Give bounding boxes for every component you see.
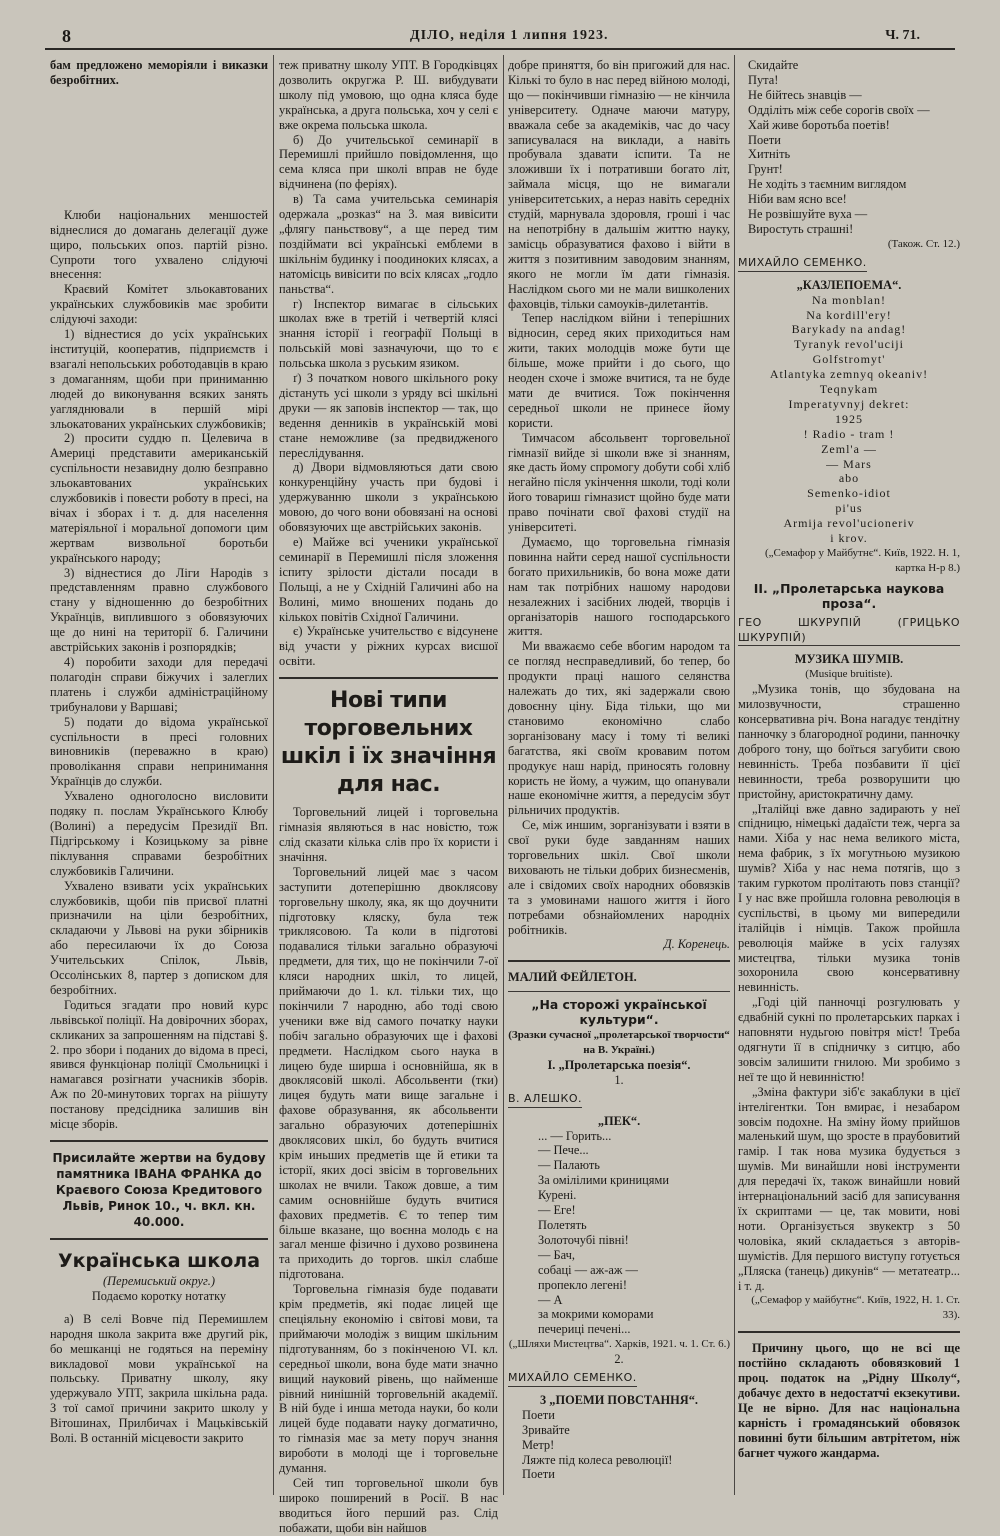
feuilleton-subtitle: (Зразки сучасної „пролетарської творчости“ на В. Україні.) bbox=[508, 1029, 730, 1056]
paragraph: б) До учительської семинарії в Перемишлі прийшло повідомлення, що сема кляса при школі вправ не буде відчинена (по феріях). bbox=[279, 132, 498, 192]
paragraph: д) Двори відмовляються дати свою конкуренційну участь при будові і удержуванню школи з українською мовою, до чого вони обовязані на основі обовязуючих ще австрійських законів. bbox=[279, 460, 498, 535]
paragraph: Краєвий Комітет зльокавтованих українських службовиків має зробити слідуючі заходи: bbox=[50, 282, 268, 327]
section-rule bbox=[50, 1140, 268, 1142]
section-rule bbox=[279, 677, 498, 679]
paragraph: г) Інспектор вимагає в сільських школах вже в третій і четвертій клясі знання історії і географії Польщі в польській мові зазначуючи, що то є польська школа з руським язиком. bbox=[279, 296, 498, 371]
poem-source: (Також. Ст. 12.) bbox=[887, 237, 960, 250]
essay-subtitle: (Musique bruitiste). bbox=[805, 668, 893, 681]
paragraph: ґ) З початком нового шкільного року дістануть усі школи з уряду всі шкільні друки — як заповів інспектор — так, що ведення денників в українській мові стане неможливе (за предвидженого переслідування. bbox=[279, 371, 498, 460]
paragraph: Ухвалено одноголосно висловити подяку п. послам Українського Клюбу (Волині) а передусім Президії Вп. Підгірському і Козицькому за рівне піклування справами безробітних службовиків Галичини. bbox=[50, 789, 268, 878]
blank-space bbox=[50, 88, 268, 208]
author-signature: Д. Коренець. bbox=[663, 937, 730, 952]
column-divider bbox=[503, 55, 504, 1495]
paragraph: 4) поробити заходи для передачі полагодін справи біжучих і залеглих платень і служби адміністраційному трибуналови у Варшаві; bbox=[50, 655, 268, 714]
paragraph: теж приватну школу УПТ. В Городківцях дозволить округжа Р. Ш. вибудувати школу під умовою, що одна кляса буде українська, а друга польська, хоч у селі є вже окрема польська школа. bbox=[279, 58, 498, 132]
paragraph: Торговельний лицей має з часом заступити дотеперішню двоклясову торговельну школу, яка, як що доучнити підготовку кляску, була теж триклясовою. Та коли в підготові подавалися тільки загально образуючі предмети, для тих, що не покінчили 7-ої кляси народних шкіл, то лицей, приймаючи до 1. кл. тільки тих, що покінчили 7 народню, або тоді свою ученики вже від самого початку науки побіч загально образуючих ще і фахові предмети. Наслідком сього наука в лицею буде ширша і основнійша, як в двоклясовій школі. Абсольвенти (тки) лицея будуть мати вище загальне і фахове образування, як абсольвенти загально образуючих дотеперішніх двоклясових шкіл, бо будуть вчитися крім иньших предметів ще й етики та історії, яких досі звісім в торговельних школах не вчили. Також довше, а тим самим основнійше будуть вчитися фахових предметів. Є то тепер тим більше вказане, що воєнна молодь є на загал менше фізично і духово розвинена та приходить до торгов. шкіл слабше підготована. bbox=[279, 864, 498, 1282]
paragraph: Сей тип торговельної школи був широко поширений в Росії. В нас вводиться його перший раз. Слід побажати, щоби він найшов bbox=[279, 1475, 498, 1535]
paragraph: Торговельна гімназія буде подавати крім предметів, які подає лицей ще спеціяльну економію і світові мови, та приймаючи молодіж з вищим шкільним підготуванням, бо з покінченою VI. кл. середньої школи, вона буде мати значно вищий науковий рівень, що найменше рівний нинішній торговельній академії. В ній буде і инша метода науки, бо коли лицей буде подавати науку догматично, то гімназія має за мету поруч знання вироботи в молоді ще і торговельне думання. bbox=[279, 1282, 498, 1476]
essay-source: („Семафор у майбутнє“. Київ, 1922, Н. 1. Ст. 33). bbox=[751, 1294, 960, 1322]
paragraph: а) В селі Вовче під Перемишлем народня школа закрита вже другий рік, бо мешканці не годяться на переміну викладової мови української на польську. Приватну школу, яку удержувало УПТ, закрила шкільна рада. З тої самої причини закрито школу у Вітошинах, Прилбичах і Мацьківській Волі. В останній місцевости закрито bbox=[50, 1311, 268, 1446]
column-2 bbox=[279, 58, 498, 1535]
header-rule bbox=[45, 48, 955, 50]
part-heading: І. „Пролетарська поезія“. bbox=[547, 1057, 691, 1072]
poem-source: („Шляхи Мистецтва“. Харків, 1921. ч. 1. Ст. 6.) bbox=[508, 1338, 730, 1351]
poem-title: 3 „ПОЕМИ ПОВСТАННЯ“. bbox=[539, 1392, 699, 1407]
page-header bbox=[40, 22, 960, 48]
paragraph: Тепер наслідком війни і теперішних відносин, серед яких приходиться нам жити, таких молодців може бути ще більше, може прийти і до сього, що неоден схоче і зможе вчитися, та не буде мати де вчитися. Тож покінчення середньої школи не принесе йому користи. bbox=[508, 311, 730, 430]
paragraph: 2) просити суддю п. Целевича в Америці представити американській суспільности незавидну долю безправно зльокавтованих українських службовиків і повести роботу в пресі, на вічах і зборах і т. д. для населення матеріяльної і моральної допомоги цим жертвам визвольної боротьби українського народу; bbox=[50, 431, 268, 565]
paragraph: е) Майже всі ученики української семинарії в Перемишлі після зложення іспиту зрілости дістали посади в Польщі, а не у Східній Галичині або на Волині, мимо вношених подань до кількох повітів Східної Галичини. bbox=[279, 535, 498, 624]
column-divider bbox=[273, 55, 274, 1495]
poem-author: МИХАЙЛО СЕМЕНКО. bbox=[508, 1371, 637, 1387]
paragraph: Торговельний лицей і торговельна гімназія являються в нас новістю, тож слід сказати кілька слів про їх користи і значіння. bbox=[279, 805, 498, 864]
poem-source: („Семафор у Майбутнє“. Київ, 1922. Н. 1, картка Н-р 8.) bbox=[765, 547, 960, 574]
issue-number: Ч. 71. bbox=[885, 28, 920, 43]
poem-author: В. АЛЕШКО. bbox=[508, 1092, 582, 1108]
feuilleton-title: „На сторожі української культури“. bbox=[531, 997, 707, 1028]
column-1 bbox=[50, 58, 268, 1493]
section-rule bbox=[50, 1238, 268, 1240]
paragraph: 5) подати до відома української суспільности в пресі головних виновників (переважно в краю) проволікання справи непринимання Українців до служби. bbox=[50, 714, 268, 789]
essay-title: МУЗИКА ШУМІВ. bbox=[794, 652, 904, 667]
paragraph: Думаємо, що торговельна гімназія повинна найти серед нашої суспільности богато прихильників, бо вона може дати нам так потрібних нашому народови незалежних і засібних людей, творців і організаторів нашого господарського життя. bbox=[508, 535, 730, 639]
section-rule bbox=[738, 1331, 960, 1333]
paragraph: „Годі цій панночці розгулювать у єдвабній сукні по пролетарських парках і наповняти нудьгою повітря міст! Треба одягнути її в спідничку з ситцю, або зовсім залишити гнилою. Ми зробимо з неї те що й невинністю! bbox=[738, 995, 960, 1084]
poem-author: МИХАЙЛО СЕМЕНКО. bbox=[738, 256, 867, 272]
section-rule bbox=[508, 991, 730, 992]
column-divider bbox=[734, 55, 735, 1495]
paragraph: Клюби національних меншостей віднеслися до домагань делегації дуже щиро, польських опоз. партій різно. Супроти того ухвалено слідуючі внесення: bbox=[50, 207, 268, 282]
poem-text: Скидайте Пута! Не бійтесь знавців — Одділіть між себе сорогів своїх — Хай живе боротьба поетів! Поети Хитніть Грунт! Не ходіть з таємним виглядом Ніби вам ясно все! Не розвішуйте вуха — Виростуть страшні! bbox=[748, 58, 930, 236]
poem-title: „ПЕК“. bbox=[597, 1113, 641, 1128]
paragraph: „Зміна фактури зіб'є закаблуки в цієї інтелігентки. Тон вмирає, і незабаром зовсім подохне. На зміну йому прийшов маленький шум, що зросте в праубовитий гамір. І так нова музика будується з шумів. Ми винайшли нові інструменти для передачі їх, також винайшли новий інтернаціональний засіб для записування їх скриптами — це, так мовити, нові ноти. Організується звукектр з 50 чоловіка, який складається з авторів-шумістів. Для першого виступу готується „Пляска (танець) дикунів“ — метатеатр... і т. д. bbox=[738, 1084, 960, 1293]
appeal-notice: Присилайте жертви на будову памятника ІВАНА ФРАНКА до Краєвого Союза Кредитового Львів, Ринок 10., ч. вкл. кн. 40.000. bbox=[52, 1151, 266, 1229]
paragraph: є) Українське учительство є відсунене від участи у ріжних курсах висшої освіти. bbox=[279, 624, 498, 669]
poem-text: Поети Зривайте Метр! Ляжте під колеса революції! Поети bbox=[522, 1407, 673, 1482]
poem-number: 1. bbox=[614, 1072, 624, 1087]
column-3 bbox=[508, 58, 730, 1498]
paragraph: Ми вважаємо себе вбогим народом та се погляд несправедливий, бо тепер, бо продукти праці нашого селянства належать до тих, які задержали свою довоєнну ціну. Біда тільки, що ми становимо економічно слабо зорганізовану масу і тому ті великі багатства, які своїм кровавим потом продукує наш нарід, приносять головну користь не йому, а чужим, що опанували наше економічне життя, а передусім збут рільничих продуктів. bbox=[508, 639, 730, 818]
masthead-title: ДІЛО, неділя 1 липня 1923. bbox=[410, 28, 609, 43]
closing-note: Причину цього, що не всі ще постійно складають обовязковий 1 проц. податок на „Рідну Школу“, добачує дехто в недостатчі екзекутиви. Це не вірно. Для нас національна карність і громадянський обовязок повинні бути більшим автрітетом, ніж багнет чужого жандарма. bbox=[738, 1341, 960, 1460]
page-number: 8 bbox=[62, 26, 71, 46]
paragraph: бам предложено меморіяли і виказки безробітних. bbox=[50, 58, 268, 87]
column-4 bbox=[738, 58, 960, 1498]
article-subtitle: (Перемиський округ.) bbox=[103, 1274, 215, 1288]
paragraph: 1) віднестися до усіх українських інституцій, кооператив, підприємств і взагалі непольських роботодавців в краю з домаганням, щоби при приниманню людей до виконування всяких занять уагляднювали в першій мірі зльокатованих українських службовиків; bbox=[50, 327, 268, 431]
paragraph: „Музика тонів, що збудована на милозвучности, страшенно консервативна річ. Вона нагадує тендітну панночку з благородної родини, панночку доброго тону, що боїться загубити свою невинність. Треба позбавити її цієї невинности, треба розворушити цю пристойну, аристократичну даму. bbox=[738, 682, 960, 801]
poem-number: 2. bbox=[614, 1352, 624, 1367]
paragraph: Годиться згадати про новий курс львівської поліції. На довірочних зборах, скликаних за запрошенням на підставі §. 2. про збори і поданих до відома в пресі, явився функціонар поліції Смольницкі і намагався розігнати учасників зборів. Аж по 20-минутових торгах на ріішуту постанову предсідника залишив він місце зборів. bbox=[50, 997, 268, 1132]
poem-text: Na monblan! Na kordill'ery! Barykady na andag! Tyranyk revol'uciji Golfstromyt' Atlantyka zemnyq okeaniv! Teqnykam Imperatyvnyj dekret: 1925 ! Radio - tram ! Zeml'a — — Mars abo Semenko-idiot pi'us Armija revol'ucioneriv i krov. bbox=[769, 292, 929, 546]
section-label: МАЛИЙ ФЕЙЛЕТОН. bbox=[508, 970, 637, 985]
paragraph: Се, між иншим, зорганізувати і взяти в свої руки буде завданням наших торговельних шкіл. Свої школи виховають не тільки добрих бизнесменів, але і свідомих своїх народних обовязків та з умовинами нашого життя і його потребами обзнайомлених народніх робітників. bbox=[508, 818, 730, 937]
essay-author: ГЕО ШКУРУПІЙ (ГРИЦЬКО ШКУРУПІЙ) bbox=[738, 616, 960, 647]
article-headline: Нові типи торговельних шкіл і їх значіння для нас. bbox=[280, 688, 497, 798]
section-rule bbox=[508, 960, 730, 962]
paragraph: Тимчасом абсольвент торговельної гімназії вийде зі школи вже зі знанням, яке дасть йому спромогу добути собі хліб негайно після укінчення школи, тоді коли його товариш гімназист щойно буде мати право почінати свої фахові студії на університеті. bbox=[508, 430, 730, 535]
part-heading: II. „Пролетарська наукова проза“. bbox=[753, 580, 945, 611]
poem-text: ... — Горить... — Пече... — Палають За омілілими криницями Курені. — Еге! Полетять Золоточубі півні! — Бач, собаці — аж-аж — пропекло легені! — А за мокрими коморами печериці печені... bbox=[538, 1128, 669, 1337]
paragraph: Подаємо коротку нотатку bbox=[91, 1288, 227, 1303]
poem-title: „КАЗЛЕПОЕМА“. bbox=[796, 277, 902, 292]
paragraph: Ухвалено взивати усіх українських службовиків, щоби пів присвої платні призначили на ціли безробітних, складаючи у Львові на руки збірників або пересилаючи їх до Союза Учительських Спілок, Львів, Оссолінських 8, партер з дописком для безробітних. bbox=[50, 878, 268, 997]
paragraph: добре приняття, бо він пригожий для нас. Кількі то було в нас перед війною молоді, що — покінчивши гімназію — не кінчила університету. Одначе маючи матуру, вважала себе за академіків, час до часу записувалася на виклади, а навіть пробувала здавати іспити. Та не зложивши їх і потративши богато літ, займала місця, що не вимагали університетських, а нераз навіть середніх студій, марнувала здоровля, гроші і час на непотрібну в дальшім життю науку, замісць образуватися фахово і війти в життя з позитивним заводовим знанням, якого не могли їм дати гімназія. Наслідком сього ми не мали вишколених фаховців, тільки самоуків-дилетантів. bbox=[508, 58, 730, 311]
paragraph: в) Та сама учительська семинарія одержала „розказ“ на 3. мая вивісити „флягу паньствову“, а ще перед тим поздіймати всі українські емблеми в шкільнім будинку і поодиноких клясах, а натомісць вивісити по всіх клясах „годло паньства“. bbox=[279, 192, 498, 296]
article-headline: Українська школа bbox=[57, 1250, 261, 1272]
paragraph: „Італійці вже давно задирають у неї спідницю, німецькі дадаїсти теж, черга за нами. Хіба у нас нема великого міста, нема фабрик, з їх могутньою музикою шумів? Хіба у нас нема потягів, що з таким гуркотом пролітають повз станції? І у нас вже пройшла головна революція в суспільстві, в цьому ми випередили італійців і німців. Також пройшла революція майже в усіх галузях мистецтва, тільки музика тонів зохоронила свою консервативну невинність. bbox=[738, 801, 960, 995]
paragraph: 3) віднестися до Ліги Народів з представленням правно службового стану у відношенню до безробітних Українців, виплившого з обовязуючих ще до нині на території б. Галичини австрійських законів і розпорядків; bbox=[50, 565, 268, 655]
